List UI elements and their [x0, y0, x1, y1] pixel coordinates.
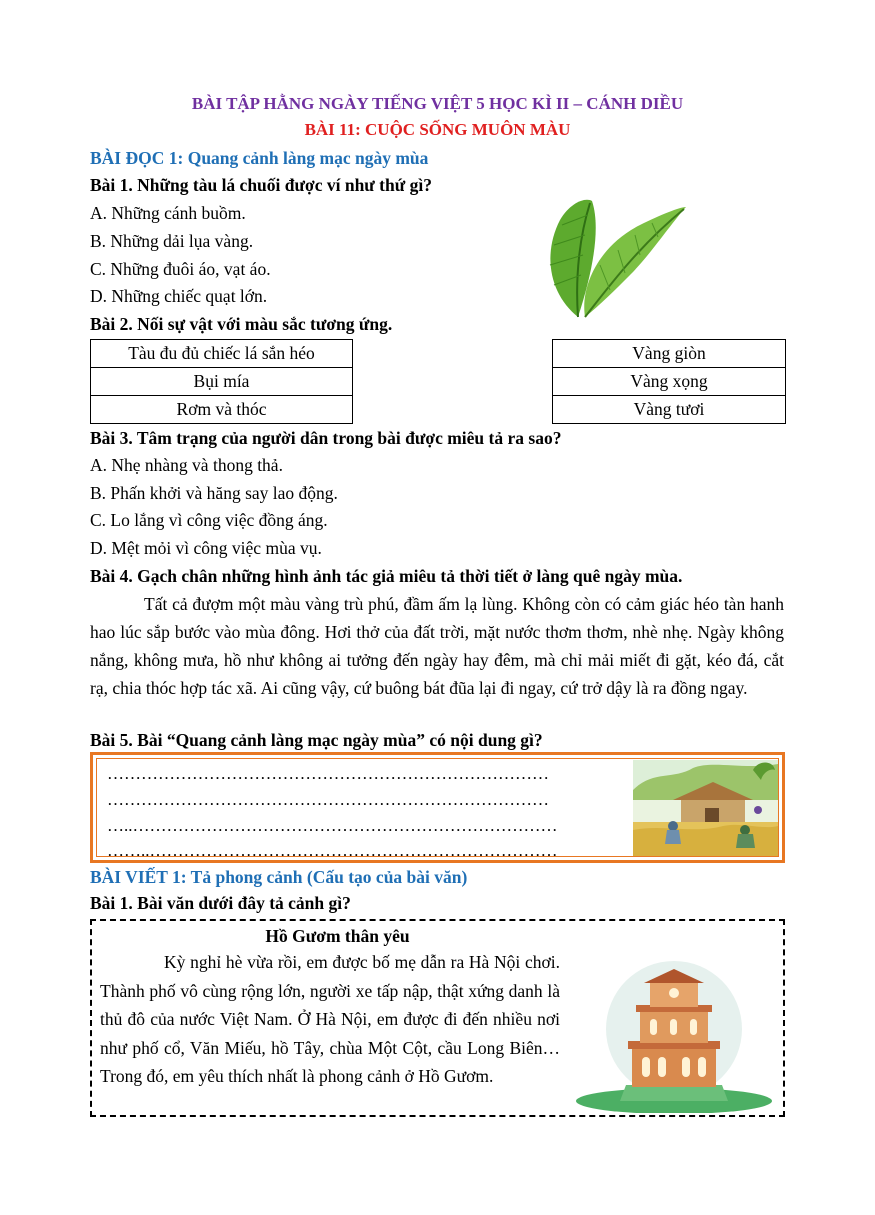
q3-option-d: D. Mệt mỏi vì công việc mùa vụ.: [90, 538, 322, 558]
color-right-3: Vàng tươi: [553, 396, 786, 424]
question-4: Bài 4. Gạch chân những hình ảnh tác giả miêu tả thời tiết ở làng quê ngày mùa.: [90, 566, 683, 586]
writing-question-1: Bài 1. Bài văn dưới đây tả cảnh gì?: [90, 893, 351, 913]
matching-table: [90, 339, 786, 424]
q3-option-c: C. Lo lắng vì công việc đồng áng.: [90, 510, 328, 530]
essay-text: Kỳ nghỉ hè vừa rồi, em được bố mẹ dẫn ra Hà Nội chơi. Thành phố vô cùng rộng lớn, người xe tấp nập, thật xứng danh là thủ đô của nước Việt Nam. Ở Hà Nội, em được đi đến nhiều nơi như phố cổ, Văn Miếu, hồ Tây, chùa Một Cột, cầu Long Biên… Trong đó, em yêu thích nhất là phong cảnh ở Hồ Gươm.: [100, 952, 560, 1086]
essay-title: Hồ Gươm thân yêu: [265, 926, 410, 946]
lesson-title: BÀI 11: CUỘC SỐNG MUÔN MÀU: [304, 120, 571, 139]
answer-line[interactable]: ……..………………………………………………………………: [107, 841, 558, 860]
q3-option-a: A. Nhẹ nhàng và thong thả.: [90, 455, 283, 475]
q1-option-c: C. Những đuôi áo, vạt áo.: [90, 259, 271, 279]
q1-option-b: B. Những dải lụa vàng.: [90, 231, 254, 251]
question-3: Bài 3. Tâm trạng của người dân trong bài được miêu tả ra sao?: [90, 428, 562, 448]
reading-heading: BÀI ĐỌC 1: Quang cảnh làng mạc ngày mùa: [90, 148, 429, 168]
color-right-2: Vàng xọng: [553, 368, 786, 396]
q3-option-b: B. Phấn khởi và hăng say lao động.: [90, 483, 338, 503]
answer-line[interactable]: ……………………………………………………………………: [107, 790, 549, 809]
q1-option-a: A. Những cánh buồm.: [90, 203, 246, 223]
harvest-scene-illustration: [633, 760, 778, 856]
answer-line[interactable]: ……………………………………………………………………: [107, 764, 549, 783]
item-left-3: Rơm và thóc: [91, 396, 353, 424]
essay-box: [90, 919, 785, 1117]
question-5: Bài 5. Bài “Quang cảnh làng mạc ngày mùa” có nội dung gì?: [90, 730, 543, 750]
writing-heading: BÀI VIẾT 1: Tả phong cảnh (Cấu tạo của bài văn): [90, 867, 468, 887]
question-2: Bài 2. Nối sự vật với màu sắc tương ứng.: [90, 314, 393, 334]
answer-box: [90, 752, 785, 863]
banana-leaf-illustration: [540, 195, 690, 320]
question-1: Bài 1. Những tàu lá chuối được ví như thứ gì?: [90, 175, 432, 195]
color-right-1: Vàng giòn: [553, 340, 786, 368]
answer-line[interactable]: …..…………………………………………………………………: [107, 816, 558, 835]
worksheet-title: BÀI TẬP HẰNG NGÀY TIẾNG VIỆT 5 HỌC KÌ II – CÁNH DIỀU: [191, 94, 684, 113]
q1-option-d: D. Những chiếc quạt lớn.: [90, 286, 268, 306]
item-left-2: Bụi mía: [91, 368, 353, 396]
item-left-1: Tàu đu đủ chiếc lá sắn héo: [91, 340, 353, 368]
turtle-tower-illustration: [572, 961, 777, 1113]
reading-passage: Tất cả đượm một màu vàng trù phú, đầm ấm lạ lùng. Không còn có cảm giác héo tàn hanh hao lúc sắp bước vào mùa đông. Hơi thở của đất trời, mặt nước thơm thơm, nhè nhẹ. Ngày không nắng, không mưa, hồ như không ai tưởng đến ngày hay đêm, mà chỉ mải miết đi gặt, kéo đá, cắt rạ, chia thóc hợp tác xã. Ai cũng vậy, cứ buông bát đũa lại đi ngay, cứ trở dậy là ra đồng ngay.: [90, 594, 784, 698]
